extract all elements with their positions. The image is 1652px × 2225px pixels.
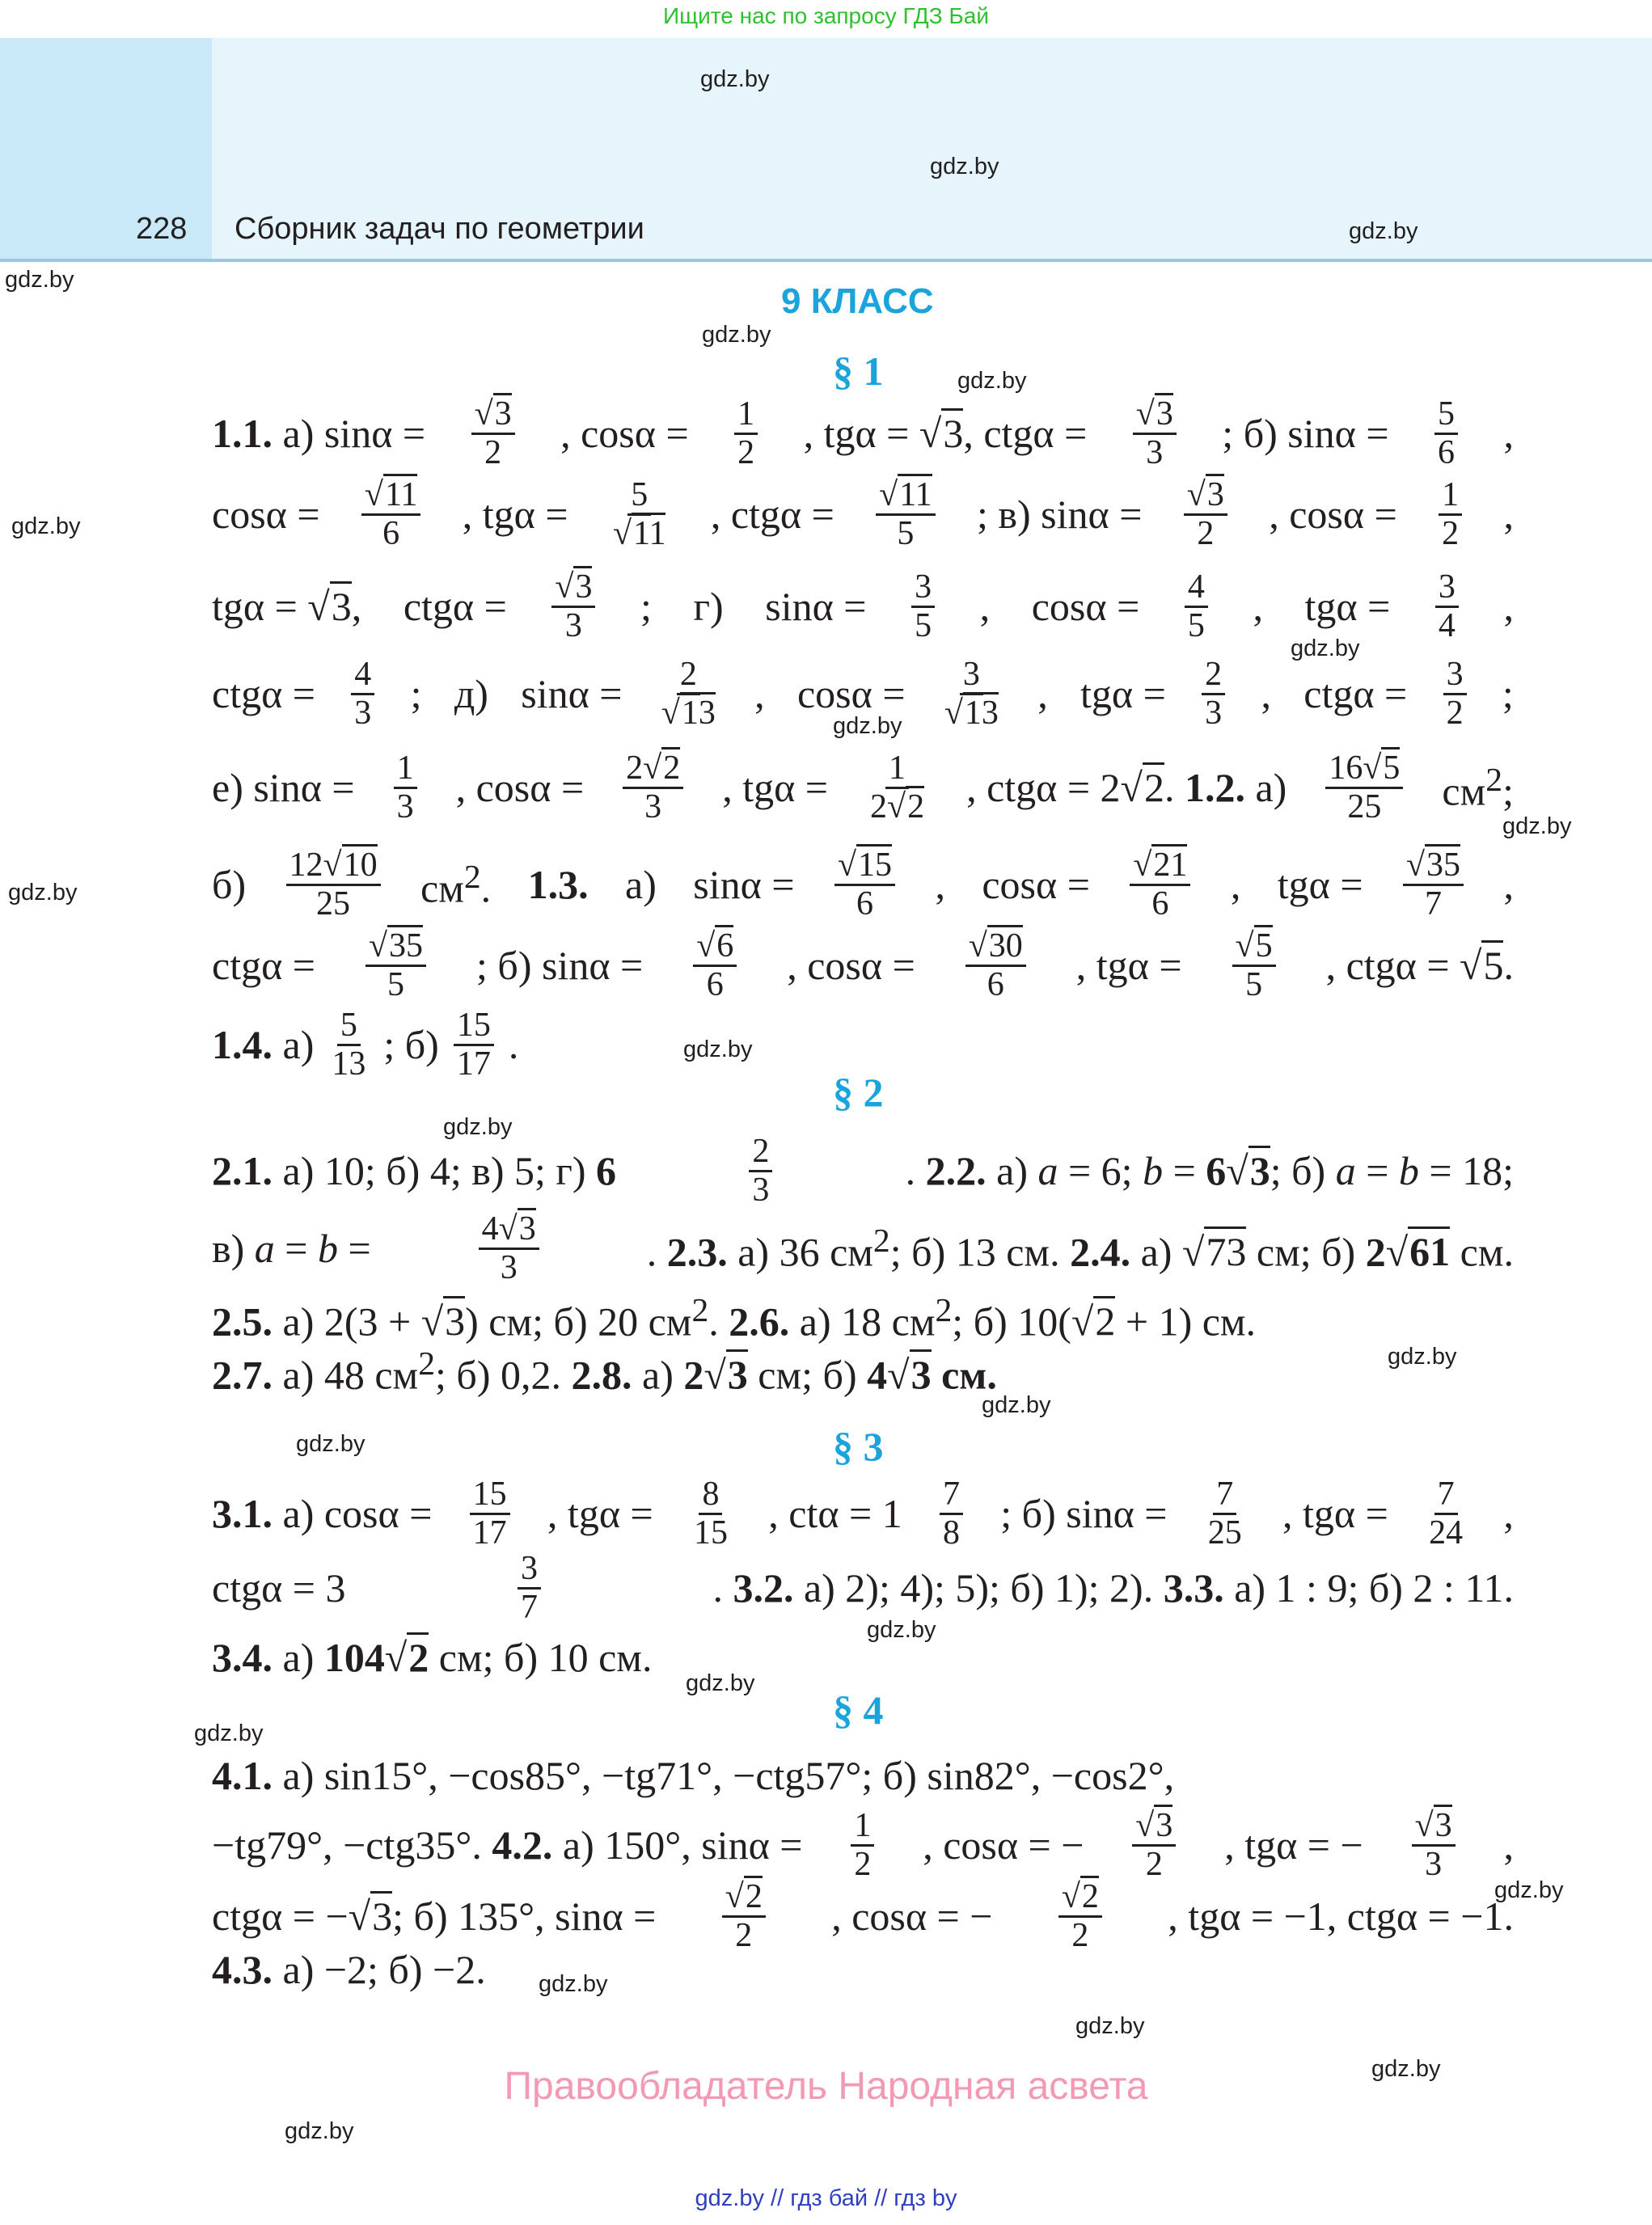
- watermark: gdz.by: [443, 1114, 513, 1140]
- answer-line: в) a = b = $\frac{4√3}{3}$ . 2.3. а) 36 $см^2$; б) 13 см. 2.4. а) √73 см; б) 2√61 см.: [212, 1208, 1514, 1289]
- watermark: gdz.by: [5, 267, 74, 293]
- header-divider: [0, 259, 1652, 262]
- page-number: 228: [136, 212, 188, 246]
- watermark: gdz.by: [1388, 1344, 1457, 1370]
- watermark: gdz.by: [700, 66, 770, 92]
- answer-line: ctgα = $\frac{√35}{5}$ ; б) sinα = $\frac{√6}{6}$ , cosα = $\frac{√30}{6}$ , tgα = $\frac{√5}{5}$ , ctgα = √5.: [212, 925, 1514, 1006]
- watermark: gdz.by: [1371, 2056, 1441, 2082]
- footer-links[interactable]: gdz.by // гдз бай // гдз by: [695, 2185, 957, 2211]
- answer-line: cosα = $\frac{√11}{6}$ , tgα = $\frac{5}{√11}$ , ctgα = $\frac{√11}{5}$ ; в) sinα = $\frac{√3}{2}$ , cosα = $\frac{1}{2}$ ,: [212, 474, 1514, 555]
- answer-line: 1.1. а) sinα = $\frac{√3}{2}$ , cosα = $\frac{1}{2}$ , tgα = √3, ctgα = $\frac{√3}{3}$ ; б) sinα = $\frac{5}{6}$ ,: [212, 393, 1514, 474]
- section-heading-2: § 2: [833, 1070, 884, 1115]
- answer-line: ctgα = −√3; б) 135°, sinα = $\frac{√2}{2}$ , cosα = − $\frac{√2}{2}$ , tgα = −1, ctgα = −1.: [212, 1876, 1514, 1957]
- watermark: gdz.by: [539, 1971, 608, 1997]
- answer-line: −tg79°, −ctg35°. 4.2. а) 150°, sinα = $\frac{1}{2}$ , cosα = − $\frac{√3}{2}$ , tgα = − $\frac{√3}{3}$ ,: [212, 1805, 1514, 1885]
- answer-line: tgα = √3, ctgα = $\frac{√3}{3}$ ; г) sinα = $\frac{3}{5}$ , cosα = $\frac{4}{5}$ , tgα = $\frac{3}{4}$ ,: [212, 566, 1514, 647]
- watermark: gdz.by: [1349, 218, 1418, 244]
- watermark: gdz.by: [1075, 2013, 1145, 2039]
- watermark: gdz.by: [957, 368, 1027, 394]
- answer-line: 4.3. а) −2; б) −2.: [212, 1947, 486, 1992]
- top-banner[interactable]: Ищите нас по запросу ГДЗ Бай: [662, 3, 990, 28]
- section-heading-1: § 1: [833, 348, 884, 394]
- watermark: gdz.by: [982, 1392, 1051, 1418]
- section-heading-3: § 3: [833, 1424, 884, 1469]
- answer-line: 2.1. а) 10; б) 4; в) 5; г) 6 $\frac{2}{3}$ . 2.2. а) a = 6; b = 6√3; б) a = b = 18;: [212, 1133, 1514, 1209]
- watermark: gdz.by: [296, 1431, 365, 1457]
- watermark: gdz.by: [1502, 813, 1572, 839]
- answer-line: ctgα = 3 $\frac{3}{7}$ . 3.2. а) 2); 4); 5); б) 1); 2). 3.3. а) 1 : 9; б) 2 : 11.: [212, 1550, 1514, 1626]
- watermark: gdz.by: [1291, 635, 1360, 661]
- answer-line: 2.7. а) 48 $см^2$; б) 0,2. 2.8. а) 2√3 см; б) 4√3 см.: [212, 1345, 997, 1398]
- watermark: gdz.by: [285, 2118, 354, 2144]
- watermark: gdz.by: [194, 1720, 264, 1746]
- answer-line: е) sinα = $\frac{1}{3}$ , cosα = $\frac{2√2}{3}$ , tgα = $\frac{1}{2√2}$ , ctgα = 2√2. 1.2. а) $\frac{16√5}{25}$ $см^2$;: [212, 747, 1514, 828]
- watermark: gdz.by: [8, 880, 78, 906]
- answer-line: б) $\frac{12√10}{25}$ $см^2$. 1.3. а) sinα = $\frac{√15}{6}$ , cosα = $\frac{√21}{6}$ , tgα = $\frac{√35}{7}$ ,: [212, 844, 1514, 925]
- watermark: gdz.by: [702, 322, 771, 348]
- class-heading: 9 КЛАСС: [781, 281, 934, 321]
- book-title: Сборник задач по геометрии: [234, 212, 644, 246]
- watermark: gdz.by: [686, 1670, 755, 1696]
- watermark: gdz.by: [11, 513, 81, 539]
- answer-line: 1.4. а) $\frac{5}{13}$ ; б) $\frac{15}{17}$ .: [212, 1007, 519, 1083]
- copyright-notice: Правообладатель Народная асвета: [504, 2065, 1148, 2108]
- watermark: gdz.by: [683, 1037, 753, 1062]
- watermark: gdz.by: [833, 713, 902, 739]
- watermark: gdz.by: [1494, 1877, 1564, 1903]
- answer-line: 3.1. а) cosα = $\frac{15}{17}$ , tgα = $\frac{8}{15}$ , ctα = 1 $\frac{7}{8}$ ; б) sinα = $\frac{7}{25}$ , tgα = $\frac{7}{24}$ ,: [212, 1476, 1514, 1552]
- watermark: gdz.by: [867, 1617, 936, 1643]
- watermark: gdz.by: [930, 154, 999, 179]
- answer-line: 3.4. а) 104√2 см; б) 10 см.: [212, 1625, 1514, 1690]
- answer-line: ctgα = $\frac{4}{3}$ ; д) sinα = $\frac{2}{√13}$ , cosα = $\frac{3}{√13}$ , tgα = $\frac{2}{3}$ , ctgα = $\frac{3}{2}$ ;: [212, 656, 1514, 732]
- answer-line: 2.5. а) 2(3 + √3) см; б) 20 $см^2$. 2.6. а) 18 $см^2$; б) 10(√2 + 1) см.: [212, 1291, 1257, 1345]
- section-heading-4: § 4: [833, 1687, 884, 1733]
- answer-line: 4.1. а) sin15°, −cos85°, −tg71°, −ctg57°; б) sin82°, −cos2°,: [212, 1753, 1175, 1798]
